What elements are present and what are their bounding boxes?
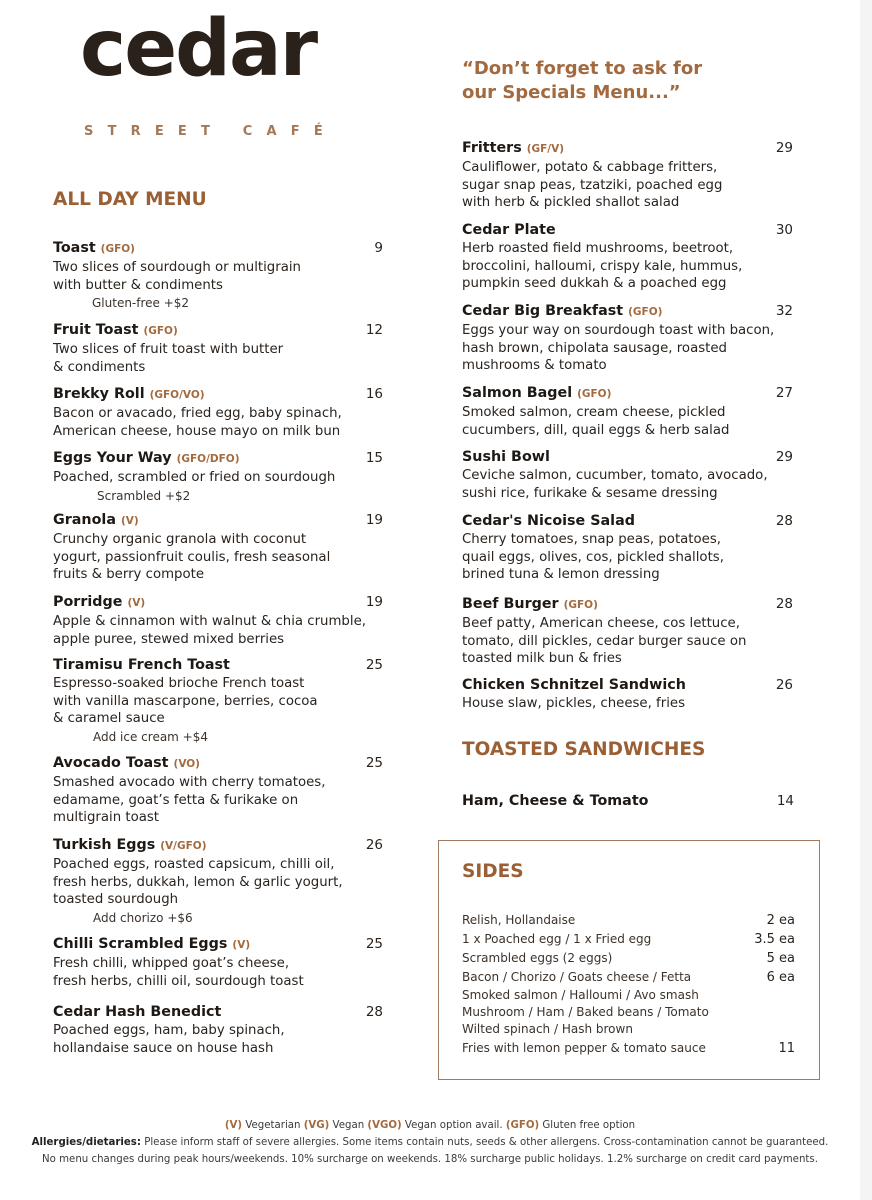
- menu-item-addon: Add ice cream +$4: [93, 729, 209, 744]
- menu-item-price: 26: [775, 677, 793, 693]
- sides-row: [462, 913, 795, 931]
- menu-item-name: Avocado Toast: [53, 755, 169, 771]
- menu-item: [462, 302, 774, 375]
- description-line: sugar snap peas, tzatziki, poached egg: [462, 177, 723, 193]
- menu-item-price: 25: [365, 755, 383, 771]
- description-line: pumpkin seed dukkah & a poached egg: [462, 276, 727, 292]
- menu-item-price: 28: [775, 513, 793, 529]
- menu-item-heading: [462, 302, 774, 321]
- menu-item-description: [53, 531, 330, 584]
- legend-tag: (VGO): [367, 1120, 402, 1131]
- menu-item-description: [462, 531, 724, 584]
- sides-item-price: 5 ea: [766, 951, 795, 966]
- description-line: with herb & pickled shallot salad: [462, 195, 680, 211]
- legend-text: Gluten free option: [542, 1120, 636, 1131]
- menu-item: [53, 593, 366, 648]
- description-line: with butter & condiments: [53, 277, 223, 293]
- menu-item-description: [53, 259, 301, 294]
- dietary-tag: (V): [127, 597, 146, 609]
- sides-item-label: Smoked salmon / Halloumi / Avo smash: [462, 988, 699, 1002]
- dietary-tag: (VO): [173, 758, 200, 770]
- sides-title: SIDES: [462, 861, 524, 882]
- menu-item-name: Chicken Schnitzel Sandwich: [462, 677, 686, 693]
- allergy-label: Allergies/dietaries:: [31, 1137, 141, 1148]
- menu-item-heading: [53, 836, 343, 855]
- description-line: American cheese, house mayo on milk bun: [53, 423, 341, 439]
- menu-item-description: [462, 322, 774, 375]
- menu-item: [53, 1003, 285, 1057]
- menu-item-description: [53, 405, 342, 440]
- description-line: mushrooms & tomato: [462, 358, 607, 374]
- menu-item: [462, 384, 729, 439]
- menu-item-heading: [53, 754, 325, 773]
- menu-item-price: 15: [365, 450, 383, 466]
- menu-item-heading: [53, 593, 366, 612]
- description-line: yogurt, passionfruit coulis, fresh seasonal: [53, 549, 331, 565]
- dietary-tag: (GF/V): [526, 143, 565, 155]
- legend-text: Vegetarian: [245, 1120, 301, 1131]
- description-line: Cherry tomatoes, snap peas, potatoes,: [462, 532, 721, 547]
- menu-item-heading: [53, 656, 318, 674]
- description-line: Beef patty, American cheese, cos lettuce,: [462, 616, 740, 631]
- sides-item-label: Bacon / Chorizo / Goats cheese / Fetta: [462, 970, 692, 984]
- menu-item-heading: [53, 1003, 285, 1021]
- description-line: sushi rice, furikake & sesame dressing: [462, 485, 718, 501]
- menu-item-price: 25: [365, 936, 383, 952]
- description-line: quail eggs, olives, cos, pickled shallots,: [462, 549, 724, 565]
- menu-item-name: Cedar Plate: [462, 222, 556, 238]
- menu-item: [462, 221, 742, 293]
- surcharge-note: No menu changes during peak hours/weekends. 10% surcharge on weekends. 18% surcharge public holidays. 1.2% surcharge on credit card payments.: [42, 1154, 818, 1165]
- description-line: broccolini, halloumi, crispy kale, hummus,: [462, 258, 743, 274]
- menu-item: [53, 239, 301, 312]
- sides-item-label: Relish, Hollandaise: [462, 913, 576, 927]
- dietary-tag: (GFO): [628, 306, 663, 318]
- menu-item-description: [462, 240, 742, 293]
- menu-item: [462, 139, 722, 212]
- menu-item-name: Fruit Toast: [53, 322, 139, 338]
- description-line: Apple & cinnamon with walnut & chia crumble,: [53, 614, 366, 629]
- menu-item-description: [462, 404, 729, 439]
- menu-item-description: [462, 467, 768, 502]
- description-line: Bacon or avacado, fried egg, baby spinach,: [53, 406, 342, 421]
- description-line: Herb roasted field mushrooms, beetroot,: [462, 241, 734, 256]
- description-line: Fresh chilli, whipped goat’s cheese,: [53, 956, 290, 971]
- description-line: Smashed avocado with cherry tomatoes,: [53, 775, 326, 790]
- menu-item-name: Porridge: [53, 594, 123, 610]
- sides-row: [462, 970, 795, 988]
- legend-tag: (VG): [303, 1120, 330, 1131]
- menu-item-name: Cedar Hash Benedict: [53, 1004, 222, 1020]
- menu-item-name: Ham, Cheese & Tomato: [462, 793, 649, 809]
- dietary-tag: (GFO): [563, 599, 598, 611]
- dietary-legend: [0, 1120, 860, 1131]
- menu-item-price: 16: [365, 386, 383, 402]
- sides-item-price: 11: [778, 1041, 795, 1056]
- menu-item-name: Cedar's Nicoise Salad: [462, 513, 635, 529]
- menu-item-price: 30: [775, 222, 793, 238]
- sides-item-label: Scrambled eggs (2 eggs): [462, 951, 613, 965]
- menu-item-heading: [462, 448, 768, 466]
- menu-item-name: Turkish Eggs: [53, 837, 156, 853]
- description-line: & condiments: [53, 359, 146, 375]
- menu-item-description: [53, 955, 304, 990]
- description-line: Eggs your way on sourdough toast with bacon,: [462, 323, 775, 338]
- sides-item-label: Fries with lemon pepper & tomato sauce: [462, 1041, 706, 1055]
- menu-item-heading: [462, 512, 724, 530]
- menu-item-heading: [53, 239, 301, 258]
- description-line: Espresso-soaked brioche French toast: [53, 676, 305, 691]
- dietary-tag: (GFO): [100, 243, 135, 255]
- menu-item-heading: [53, 385, 342, 404]
- sides-box: [438, 840, 820, 1080]
- menu-item: [53, 511, 330, 584]
- sides-row: [462, 1005, 795, 1023]
- menu-item-name: Fritters: [462, 140, 522, 156]
- toasted-sandwiches-title: TOASTED SANDWICHES: [462, 739, 706, 760]
- menu-item-price: 28: [775, 596, 793, 612]
- menu-item-name: Cedar Big Breakfast: [462, 303, 624, 319]
- menu-item-name: Eggs Your Way: [53, 450, 172, 466]
- menu-item-price: 19: [365, 512, 383, 528]
- description-line: hash brown, chipolata sausage, roasted: [462, 340, 727, 356]
- sides-item-label: Mushroom / Ham / Baked beans / Tomato: [462, 1005, 709, 1019]
- menu-item-heading: [53, 935, 304, 954]
- menu-item-name: Sushi Bowl: [462, 449, 550, 465]
- menu-item-price: 27: [775, 385, 793, 401]
- description-line: toasted milk bun & fries: [462, 651, 622, 667]
- legend-text: Vegan: [332, 1120, 365, 1131]
- sides-row: [462, 951, 795, 969]
- sides-row: [462, 1022, 795, 1040]
- sides-row: [462, 988, 795, 1006]
- description-line: Cauliflower, potato & cabbage fritters,: [462, 160, 718, 175]
- page-edge: [860, 0, 872, 1200]
- sides-item-label: 1 x Poached egg / 1 x Fried egg: [462, 932, 652, 946]
- menu-item-price: 29: [775, 140, 793, 156]
- description-line: Two slices of sourdough or multigrain: [53, 260, 301, 275]
- description-line: Smoked salmon, cream cheese, pickled: [462, 405, 726, 420]
- dietary-tag: (GFO/VO): [149, 389, 205, 401]
- legend-tag: (V): [224, 1120, 243, 1131]
- menu-item: [462, 595, 746, 668]
- menu-item-name: Chilli Scrambled Eggs: [53, 936, 228, 952]
- menu-item-price: 19: [365, 594, 383, 610]
- sides-item-price: 6 ea: [766, 970, 795, 985]
- menu-item: [53, 754, 325, 827]
- legend-tag: (GFO): [505, 1120, 540, 1131]
- menu-item-description: [462, 695, 686, 713]
- menu-item-description: [53, 856, 343, 909]
- dietary-tag: (GFO): [577, 388, 612, 400]
- menu-item-price: 9: [374, 240, 383, 256]
- dietary-tag: (V): [232, 939, 251, 951]
- menu-item-price: 25: [365, 657, 383, 673]
- menu-item: [53, 935, 304, 990]
- menu-item-addon: Add chorizo +$6: [93, 910, 193, 925]
- dietary-tag: (GFO/DFO): [176, 453, 240, 465]
- sides-item-price: 2 ea: [766, 913, 795, 928]
- menu-item-description: [53, 469, 335, 487]
- menu-item-heading: [462, 139, 722, 158]
- menu-item-heading: [462, 595, 746, 614]
- menu-item-addon: Gluten-free +$2: [92, 296, 190, 311]
- menu-item: [462, 512, 724, 584]
- menu-item-price: 26: [365, 837, 383, 853]
- allergy-text: Please inform staff of severe allergies. Some items contain nuts, seeds & other allergens. Cross-contamination cannot be guaranteed.: [144, 1137, 829, 1148]
- legend-text: Vegan option avail.: [404, 1120, 503, 1131]
- brand-tagline: STREET CAFÉ: [84, 124, 337, 139]
- menu-item-description: [53, 774, 325, 827]
- dietary-tag: (V/GFO): [160, 840, 207, 852]
- menu-item: [53, 656, 318, 746]
- brand-logo: cedar: [80, 4, 317, 94]
- description-line: fresh herbs, dukkah, lemon & garlic yogurt,: [53, 874, 343, 890]
- description-line: apple puree, stewed mixed berries: [53, 631, 285, 647]
- menu-item: [53, 449, 335, 505]
- menu-item-description: [53, 1022, 285, 1057]
- menu-item-name: Tiramisu French Toast: [53, 657, 230, 673]
- description-line: edamame, goat’s fetta & furikake on: [53, 792, 299, 808]
- menu-item-heading: [53, 511, 330, 530]
- description-line: & caramel sauce: [53, 711, 165, 727]
- specials-note: “Don’t forget to ask for our Specials Menu...”: [462, 58, 703, 103]
- menu-item-heading: [53, 321, 283, 340]
- menu-item: [53, 836, 343, 927]
- menu-item-price: 32: [775, 303, 793, 319]
- menu-item-name: Beef Burger: [462, 596, 559, 612]
- menu-item-price: 29: [775, 449, 793, 465]
- description-line: toasted sourdough: [53, 892, 179, 908]
- dietary-tag: (GFO): [143, 325, 178, 337]
- description-line: Two slices of fruit toast with butter: [53, 342, 284, 357]
- description-line: brined tuna & lemon dressing: [462, 567, 660, 583]
- menu-item-description: [53, 613, 366, 648]
- menu-item-price: 12: [365, 322, 383, 338]
- sides-row: [462, 1041, 795, 1059]
- menu-item-name: Toast: [53, 240, 96, 256]
- allergy-note: [0, 1137, 860, 1148]
- description-line: fresh herbs, chilli oil, sourdough toast: [53, 973, 304, 989]
- description-line: Poached, scrambled or fried on sourdough: [53, 470, 336, 485]
- menu-item-price: 14: [776, 793, 794, 809]
- sides-row: [462, 932, 795, 950]
- menu-item-description: [462, 159, 722, 212]
- description-line: multigrain toast: [53, 810, 160, 826]
- description-line: Ceviche salmon, cucumber, tomato, avocado,: [462, 468, 768, 483]
- menu-item-heading: [462, 676, 686, 694]
- menu-item: [462, 676, 686, 713]
- dietary-tag: (V): [120, 515, 139, 527]
- description-line: fruits & berry compote: [53, 567, 205, 583]
- menu-item-addon: Scrambled +$2: [97, 488, 191, 503]
- menu-item-name: Granola: [53, 512, 116, 528]
- menu-item: [462, 792, 649, 810]
- menu-item-price: 28: [365, 1004, 383, 1020]
- all-day-menu-title: ALL DAY MENU: [53, 189, 207, 210]
- menu-item: [53, 385, 342, 440]
- description-line: House slaw, pickles, cheese, fries: [462, 696, 686, 711]
- menu-item-description: [53, 675, 318, 728]
- menu-item-name: Brekky Roll: [53, 386, 145, 402]
- menu-item-heading: [462, 221, 742, 239]
- description-line: hollandaise sauce on house hash: [53, 1040, 274, 1056]
- description-line: Crunchy organic granola with coconut: [53, 532, 307, 547]
- menu-item-name: Salmon Bagel: [462, 385, 573, 401]
- description-line: cucumbers, dill, quail eggs & herb salad: [462, 422, 730, 438]
- description-line: tomato, dill pickles, cedar burger sauce on: [462, 633, 747, 649]
- menu-item-description: [53, 341, 283, 376]
- sides-item-label: Wilted spinach / Hash brown: [462, 1022, 633, 1036]
- menu-item-description: [462, 615, 746, 668]
- sides-item-price: 3.5 ea: [754, 932, 795, 947]
- menu-item: [462, 448, 768, 502]
- menu-item-heading: [53, 449, 335, 468]
- menu-item: [53, 321, 283, 376]
- menu-item-heading: [462, 384, 729, 403]
- description-line: Poached eggs, ham, baby spinach,: [53, 1023, 285, 1038]
- description-line: with vanilla mascarpone, berries, cocoa: [53, 693, 318, 709]
- description-line: Poached eggs, roasted capsicum, chilli oil,: [53, 857, 335, 872]
